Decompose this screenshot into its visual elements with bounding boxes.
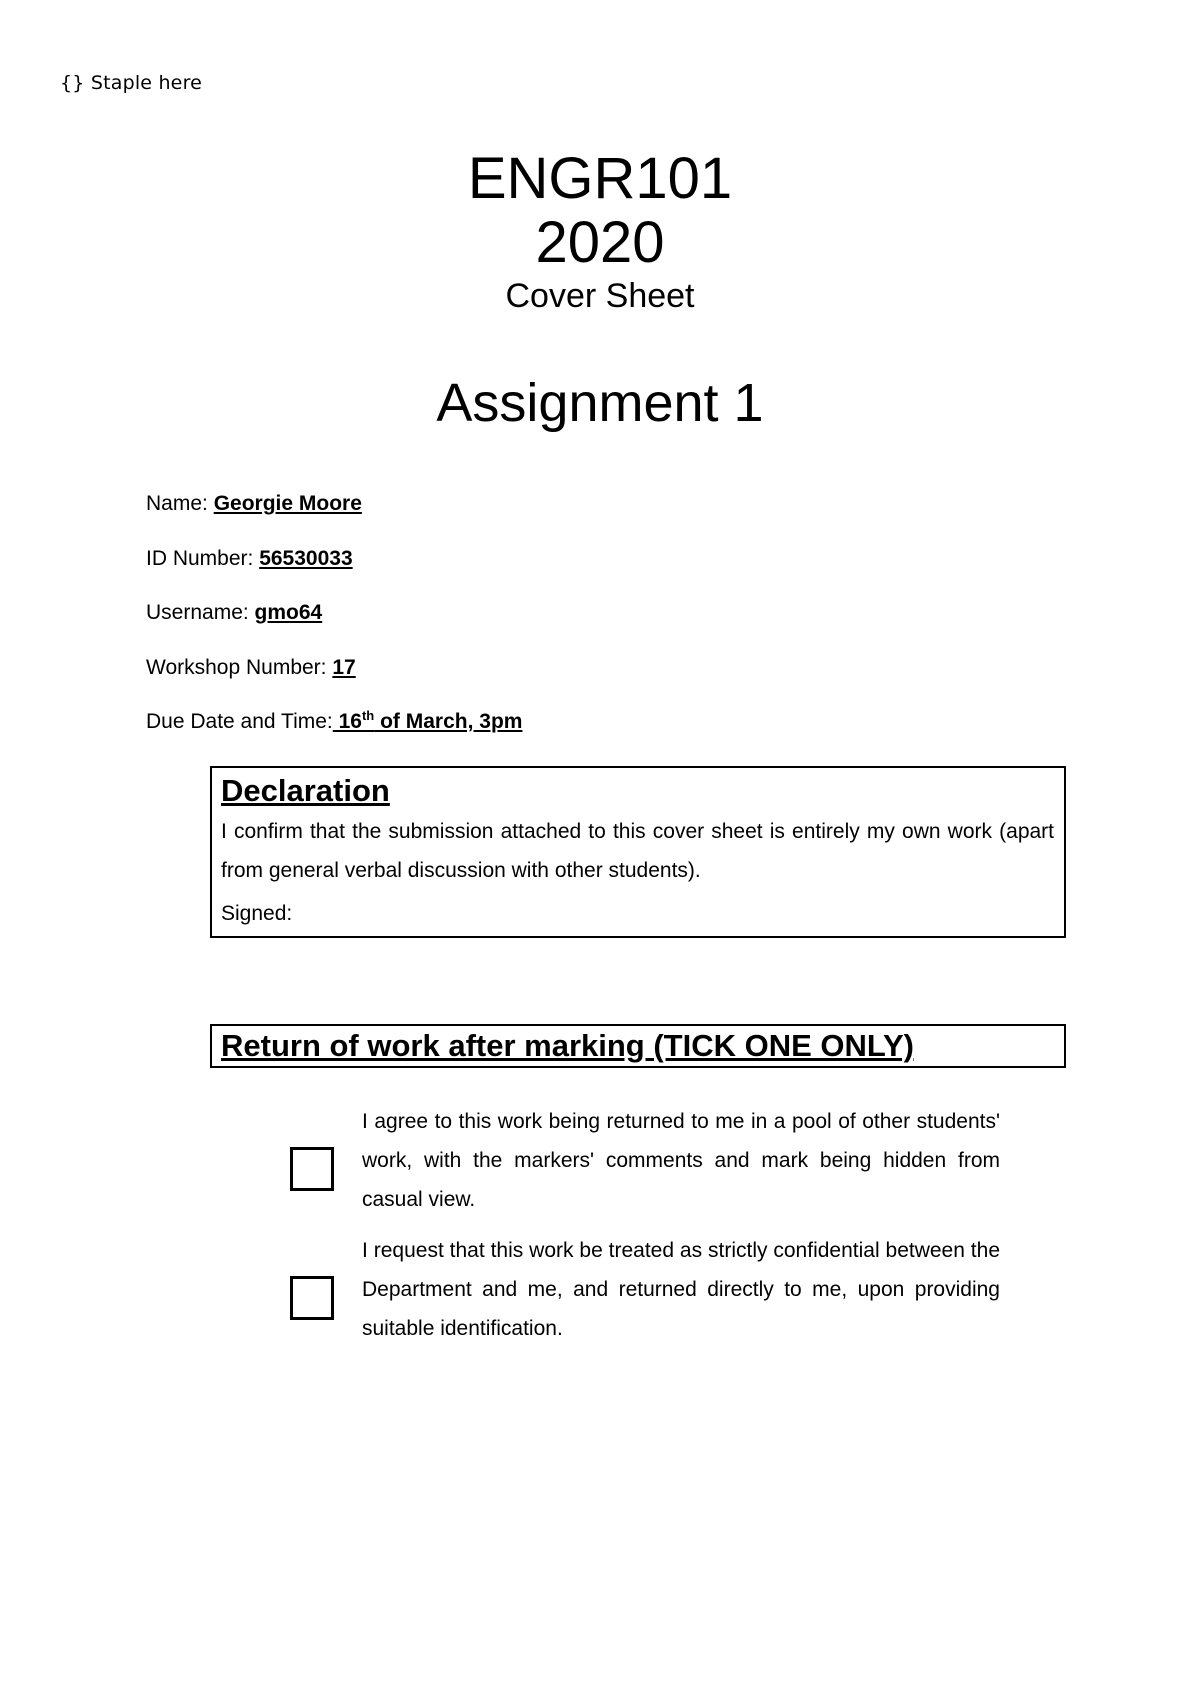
signed-label: Signed: bbox=[221, 902, 293, 925]
declaration-box bbox=[210, 766, 1066, 938]
return-of-work-box bbox=[210, 1024, 1066, 1068]
staple-note: {} Staple here bbox=[60, 72, 203, 94]
workshop-number-value: 17 bbox=[332, 655, 356, 679]
due-date-day: 16 bbox=[332, 710, 362, 733]
course-year: 2020 bbox=[535, 210, 665, 275]
pool-return-text: I agree to this work being returned to me in a pool of other students' work, with the markers' comments and mark being hidden from casual view. bbox=[362, 1110, 1000, 1211]
id-number-label: ID Number: bbox=[146, 546, 260, 570]
declaration-heading: Declaration bbox=[221, 773, 390, 808]
due-date-field bbox=[146, 710, 522, 765]
due-date-rest: of March, 3pm bbox=[374, 710, 523, 733]
name-label: Name: bbox=[146, 492, 214, 515]
student-details bbox=[146, 492, 522, 765]
username-field bbox=[146, 601, 522, 656]
course-code: ENGR101 bbox=[467, 146, 733, 211]
id-number-value: 56530033 bbox=[259, 546, 353, 570]
username-value: gmo64 bbox=[254, 601, 323, 624]
confidential-return-text: I request that this work be treated as strictly confidential between the Department and me, and returned directly to me, upon providing suitable identification. bbox=[362, 1239, 1000, 1340]
name-field bbox=[146, 492, 522, 547]
assignment-title: Assignment 1 bbox=[436, 373, 764, 433]
declaration-text: I confirm that the submission attached to this cover sheet is entirely my own work (apart from general verbal discussion with other students). bbox=[221, 820, 1054, 882]
due-date-label: Due Date and Time: bbox=[146, 710, 333, 733]
id-number-field bbox=[146, 547, 522, 602]
workshop-number-label: Workshop Number: bbox=[146, 655, 333, 679]
return-of-work-heading: Return of work after marking (TICK ONE ONLY) bbox=[221, 1028, 914, 1063]
name-value: Georgie Moore bbox=[213, 492, 362, 515]
workshop-number-field bbox=[146, 656, 522, 711]
confidential-return-checkbox[interactable] bbox=[290, 1276, 334, 1320]
username-label: Username: bbox=[146, 601, 255, 624]
cover-sheet-subtitle: Cover Sheet bbox=[505, 277, 695, 315]
due-date-suffix: th bbox=[361, 708, 375, 723]
due-date-value bbox=[333, 710, 523, 733]
pool-return-checkbox[interactable] bbox=[290, 1147, 334, 1191]
